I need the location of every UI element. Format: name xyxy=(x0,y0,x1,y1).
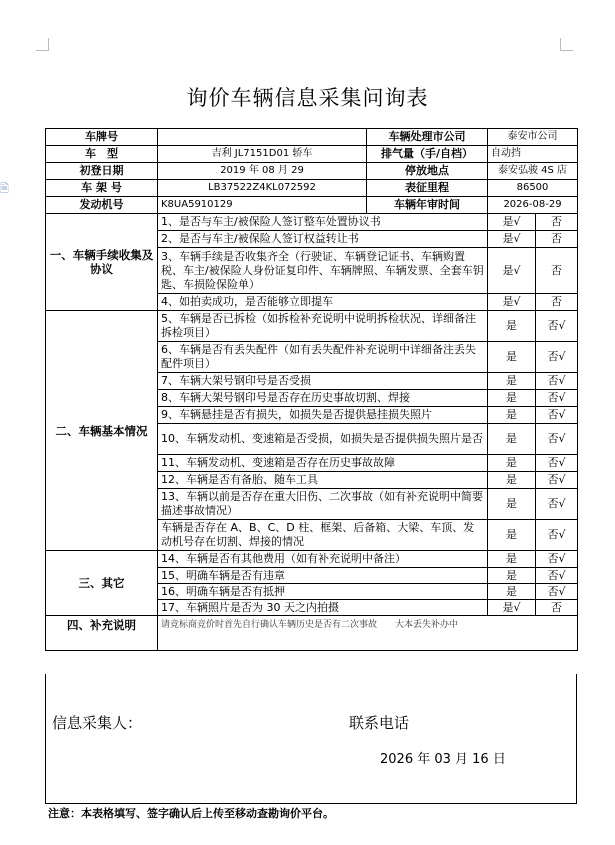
footer-note: 注意：本表格填写、签字确认后上传至移动查勘询价平台。 xyxy=(48,807,334,820)
yes-option[interactable]: 是 xyxy=(488,472,536,489)
page-margin-marker xyxy=(36,38,49,51)
yes-option[interactable]: 是√ xyxy=(488,294,536,311)
no-option[interactable]: 否 xyxy=(536,248,578,294)
question-text: 3、车辆手续是否收集齐全（行驶证、车辆登记证书、车辆购置税、车主/被保险人身份证复印件、车辆牌照、车辆发票、全套车钥匙、车损险保险单） xyxy=(158,248,488,294)
yes-option[interactable]: 是 xyxy=(488,390,536,407)
question-text: 10、车辆发动机、变速箱是否受损，如损失是否提供损失照片是否 xyxy=(158,424,488,455)
yes-option[interactable]: 是√ xyxy=(488,231,536,248)
no-option[interactable]: 否√ xyxy=(536,520,578,551)
question-text: 11、车辆发动机、变速箱是否存在历史事故故障 xyxy=(158,455,488,472)
displacement-label: 排气量（手/自档） xyxy=(367,146,488,163)
question-text: 6、车辆是否有丢失配件（如有丢失配件补充说明中详细备注丢失配件项目） xyxy=(158,342,488,373)
no-option[interactable]: 否√ xyxy=(536,551,578,568)
plate-value[interactable] xyxy=(158,129,367,146)
yes-option[interactable]: 是 xyxy=(488,373,536,390)
section-vehicle-condition: 二、车辆基本情况 xyxy=(46,311,158,551)
engine-value[interactable]: K8UA5910129 xyxy=(158,197,367,214)
section-procedures: 一、车辆手续收集及协议 xyxy=(46,214,158,311)
phone-label: 联系电话 xyxy=(349,714,410,732)
question-text: 4、如拍卖成功，是否能够立即提车 xyxy=(158,294,488,311)
question-text: 12、车辆是否有备胎、随车工具 xyxy=(158,472,488,489)
parking-label: 停放地点 xyxy=(367,163,488,180)
review-label: 车辆年审时间 xyxy=(367,197,488,214)
yes-option[interactable]: 是√ xyxy=(488,248,536,294)
question-text: 16、明确车辆是否有抵押 xyxy=(158,584,488,600)
model-label: 车 型 xyxy=(46,146,158,163)
no-option[interactable]: 否√ xyxy=(536,342,578,373)
question-text: 9、车辆悬挂是否有损失，如损失是否提供悬挂损失照片 xyxy=(158,407,488,424)
no-option[interactable]: 否 xyxy=(536,231,578,248)
inquiry-form-table xyxy=(45,128,578,651)
supplement-text[interactable]: 请竞标商竞价时首先自行确认车辆历史是否有二次事故 大本丢失补办中 xyxy=(158,616,578,651)
yes-option[interactable]: 是√ xyxy=(488,214,536,231)
displacement-value[interactable]: 自动挡 xyxy=(488,146,578,163)
question-text: 1、是否与车主/被保险人签订整车处置协议书 xyxy=(158,214,488,231)
question-text: 车辆是否存在 A、B、C、D 柱、框架、后备箱、大梁、车顶、发动机号存在切割、焊接的情况 xyxy=(158,520,488,551)
no-option[interactable]: 否√ xyxy=(536,584,578,600)
mileage-value[interactable]: 86500 xyxy=(488,180,578,197)
yes-option[interactable]: 是 xyxy=(488,407,536,424)
question-text: 15、明确车辆是否有违章 xyxy=(158,568,488,584)
question-text: 17、车辆照片是否为 30 天之内拍摄 xyxy=(158,600,488,616)
no-option[interactable]: 否 xyxy=(536,214,578,231)
section-supplement: 四、补充说明 xyxy=(46,616,158,651)
question-text: 14、车辆是否有其他费用（如有补充说明中备注） xyxy=(158,551,488,568)
no-option[interactable]: 否√ xyxy=(536,311,578,342)
no-option[interactable]: 否√ xyxy=(536,489,578,520)
mileage-label: 表征里程 xyxy=(367,180,488,197)
engine-label: 发动机号 xyxy=(46,197,158,214)
signature-area xyxy=(45,674,577,804)
yes-option[interactable]: 是 xyxy=(488,455,536,472)
reg-date-label: 初登日期 xyxy=(46,163,158,180)
reg-date-value[interactable]: 2019 年 08 月 29 xyxy=(158,163,367,180)
no-option[interactable]: 否√ xyxy=(536,568,578,584)
vin-value[interactable]: LB37522Z4KL072592 xyxy=(158,180,367,197)
yes-option[interactable]: 是 xyxy=(488,551,536,568)
company-value[interactable]: 泰安市公司 xyxy=(488,129,578,146)
yes-option[interactable]: 是 xyxy=(488,311,536,342)
yes-option[interactable]: 是 xyxy=(488,568,536,584)
company-label: 车辆处理市公司 xyxy=(367,129,488,146)
yes-option[interactable]: 是 xyxy=(488,424,536,455)
model-value[interactable]: 吉利 JL7151D01 轿车 xyxy=(158,146,367,163)
no-option[interactable]: 否 xyxy=(536,600,578,616)
question-text: 7、车辆大架号钢印号是否受损 xyxy=(158,373,488,390)
no-option[interactable]: 否√ xyxy=(536,424,578,455)
paragraph-icon[interactable]: 🗎 xyxy=(0,182,9,195)
no-option[interactable]: 否√ xyxy=(536,455,578,472)
no-option[interactable]: 否√ xyxy=(536,407,578,424)
plate-label: 车牌号 xyxy=(46,129,158,146)
question-text: 13、车辆以前是否存在重大旧伤、二次事故（如有补充说明中简要描述事故情况） xyxy=(158,489,488,520)
yes-option[interactable]: 是 xyxy=(488,489,536,520)
review-value[interactable]: 2026-08-29 xyxy=(488,197,578,214)
question-text: 8、车辆大架号钢印号是否存在历史事故切割、焊接 xyxy=(158,390,488,407)
no-option[interactable]: 否√ xyxy=(536,472,578,489)
collector-label: 信息采集人： xyxy=(52,714,143,732)
page-margin-marker xyxy=(560,38,573,51)
question-text: 5、车辆是否已拆检（如拆检补充说明中说明拆检状况、详细备注拆检项目） xyxy=(158,311,488,342)
document-title: 询价车辆信息采集问询表 xyxy=(186,86,429,110)
no-option[interactable]: 否√ xyxy=(536,390,578,407)
yes-option[interactable]: 是 xyxy=(488,520,536,551)
no-option[interactable]: 否√ xyxy=(536,373,578,390)
yes-option[interactable]: 是 xyxy=(488,342,536,373)
parking-value[interactable]: 泰安弘骏 4S 店 xyxy=(488,163,578,180)
no-option[interactable]: 否 xyxy=(536,294,578,311)
yes-option[interactable]: 是 xyxy=(488,584,536,600)
question-text: 2、是否与车主/被保险人签订权益转让书 xyxy=(158,231,488,248)
yes-option[interactable]: 是√ xyxy=(488,600,536,616)
section-other: 三、其它 xyxy=(46,551,158,616)
vin-label: 车 架 号 xyxy=(46,180,158,197)
sign-date: 2026 年 03 月 16 日 xyxy=(380,752,506,767)
